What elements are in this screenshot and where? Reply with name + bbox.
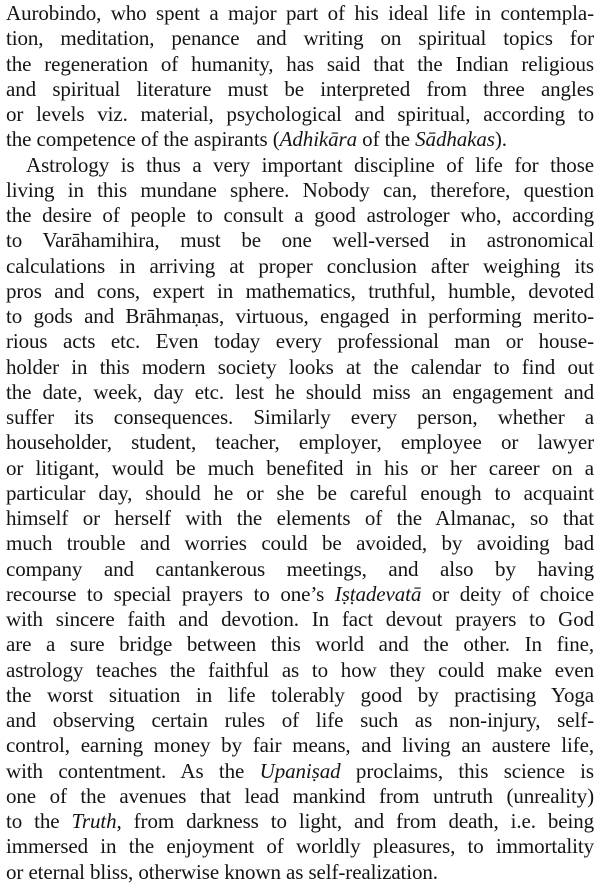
text-line [6,77,594,102]
text-segment: control, earning money by fair means, and living an austere life, [6,733,594,758]
text-segment: or litigant, would be much benefited in his or her career on a [6,455,594,480]
text-line [6,708,594,733]
text-line [6,860,594,885]
italic-term: Sādhakas [415,127,495,152]
text-line [6,26,594,51]
text-line [6,304,594,329]
italic-term: Truth [71,809,117,833]
text-line [6,784,594,809]
italic-term: Upaniṣad [259,758,341,783]
text-segment: himself or herself with the elements of the Almanac, so that [6,506,594,530]
text-line [6,481,594,506]
text-line [6,380,594,405]
text-line [6,228,594,253]
text-segment: to the [6,809,72,833]
text-segment: the date, week, day etc. lest he should miss an engagement and [6,379,594,404]
text-segment: one of the avenues that lead mankind from untruth (unreality) [6,783,594,808]
text-line [6,531,594,556]
text-line [6,127,594,152]
text-line [6,203,594,228]
text-line [6,456,594,481]
text-line [6,759,594,784]
text-line [6,430,594,455]
text-line [6,329,594,354]
text-segment: and spiritual literature must be interpreted from three angles [6,76,594,101]
text-segment: proclaims, this science is [340,758,594,783]
text-line [6,607,594,632]
text-segment: , from darkness to light, and from death, i.e. being [116,809,594,833]
text-line [6,1,594,26]
text-segment: or eternal bliss, otherwise known as self-realization. [6,859,438,884]
text-segment: particular day, should he or she be careful enough to acquaint [6,480,594,505]
text-segment: suffer its consequences. Similarly every person, whether a [6,405,594,429]
text-line [6,102,594,127]
text-line [6,809,594,834]
text-segment: or levels viz. material, psychological and spiritual, according to [6,102,594,126]
text-segment: or deity of choice [421,581,594,606]
text-segment: rious acts etc. Even today every professional man or house- [6,329,594,354]
text-segment: of the [357,127,416,152]
text-segment: with sincere faith and devotion. In fact devout prayers to God [6,607,594,631]
text-line [6,582,594,607]
text-line [6,52,594,77]
text-segment: calculations in arriving at proper conclusion after weighing its [6,253,594,278]
text-segment: to Varāhamihira, must be one well-versed in astronomical [6,228,594,253]
text-segment: holder in this modern society looks at the calendar to find out [6,354,594,379]
italic-term: Iṣṭadevatā [334,581,422,606]
text-line [6,658,594,683]
text-line [6,683,594,708]
text-segment: much trouble and worries could be avoided, by avoiding bad [6,531,594,556]
text-line [6,254,594,279]
text-segment: the competence of the aspirants ( [6,127,280,152]
text-segment: ). [494,127,507,152]
text-segment: company and cantankerous meetings, and also by having [6,556,594,581]
text-segment: and observing certain rules of life such as non-injury, self- [6,708,594,732]
text-segment: the worst situation in life tolerably good by practising Yoga [6,682,594,707]
text-line [6,153,594,178]
text-segment: recourse to special prayers to one’s [6,581,335,606]
text-line [6,506,594,531]
text-line [6,355,594,380]
text-segment: householder, student, teacher, employer, employee or lawyer [6,430,594,455]
text-segment: pros and cons, expert in mathematics, truthful, humble, devoted [6,278,594,303]
text-line [6,557,594,582]
text-line [6,279,594,304]
text-segment: living in this mundane sphere. Nobody can, therefore, question [6,177,594,202]
text-segment: with contentment. As the [6,758,260,783]
text-segment: tion, meditation, penance and writing on spiritual topics for [6,26,594,51]
text-line [6,733,594,758]
text-segment: to gods and Brāhmaṇas, virtuous, engaged in performing merito- [6,304,594,328]
text-segment: the desire of people to consult a good astrologer who, according [6,203,594,227]
text-line [6,632,594,657]
text-segment: the regeneration of humanity, has said that the Indian religious [6,51,594,76]
text-line [6,178,594,203]
text-line [6,405,594,430]
text-segment: immersed in the enjoyment of worldly pleasures, to immortality [6,834,594,859]
text-segment: are a sure bridge between this world and the other. In fine, [6,632,594,657]
text-segment: Astrology is thus a very important discipline of life for those [26,152,594,177]
text-segment: Aurobindo, who spent a major part of his ideal life in contempla- [6,1,594,25]
italic-term: Adhikāra [279,127,358,152]
text-segment: astrology teaches the faithful as to how they could make even [6,657,594,682]
text-line [6,834,594,859]
